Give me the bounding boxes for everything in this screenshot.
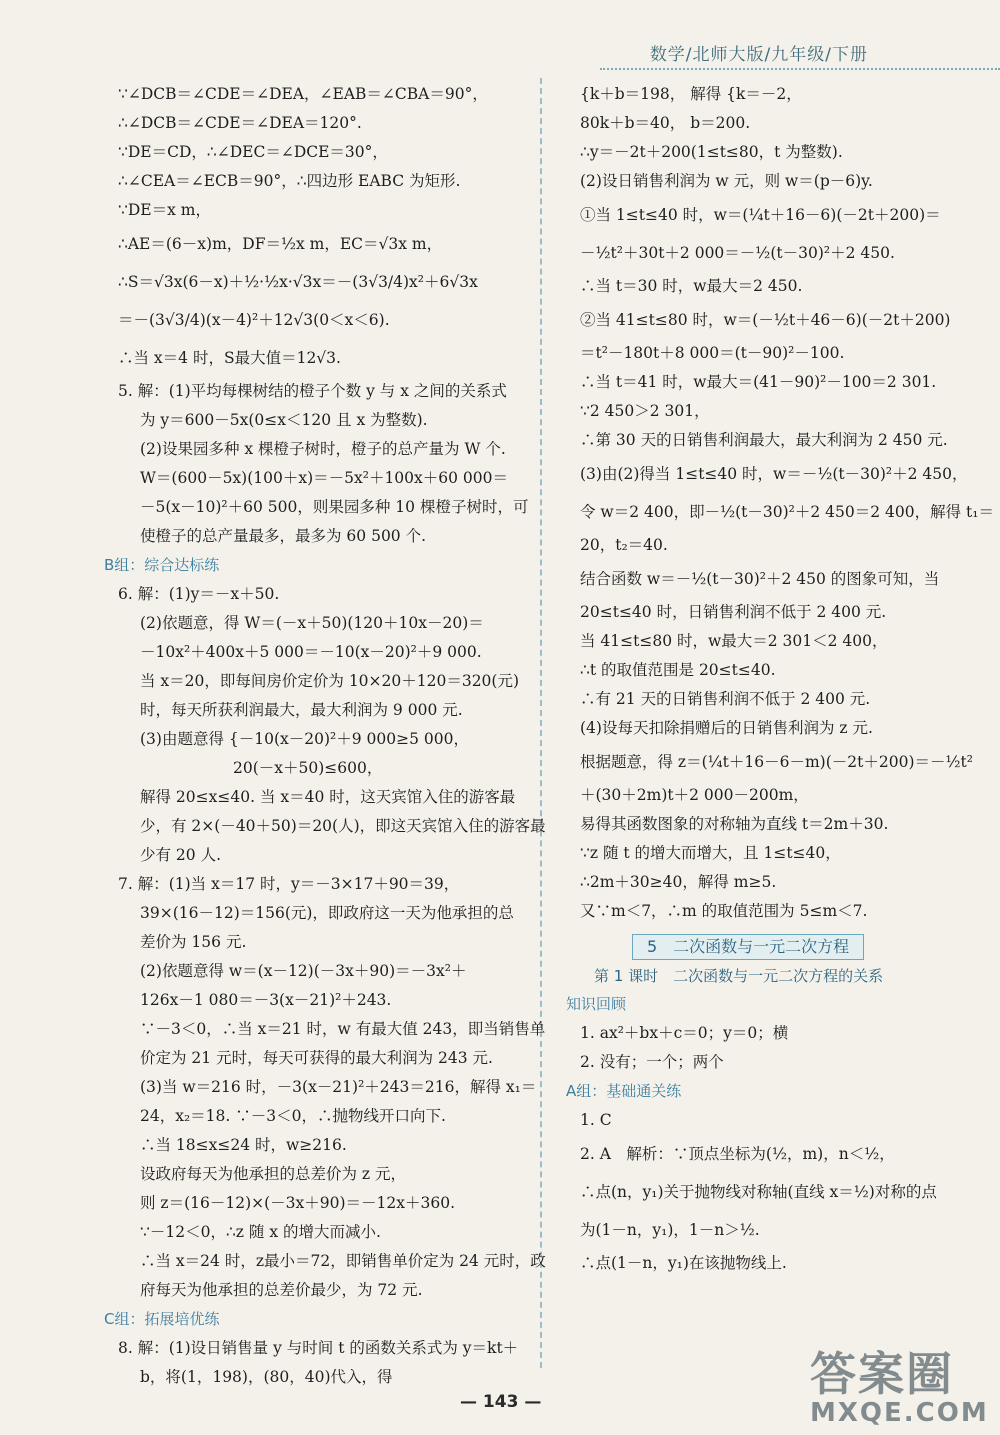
text-line: ∵DE＝CD，∴∠DEC＝∠DCE＝30°，: [118, 143, 388, 161]
text-line: W＝(600－5x)(100＋x)＝－5x²＋100x＋60 000＝: [140, 469, 509, 487]
text-line: ∴S＝√3x(6－x)＋½·½x·√3x＝－(3√3/4)x²＋6√3x: [118, 273, 478, 291]
left-column: [104, 80, 546, 1392]
text-line: ∴第 30 天的日销售利润最大，最大利润为 2 450 元.: [580, 431, 948, 449]
text-line: －10x²＋400x＋5 000＝－10(x－20)²＋9 000.: [140, 643, 482, 661]
text-line: 解得 20≤x≤40. 当 x＝40 时，这天宾馆入住的游客最: [140, 788, 516, 806]
text-line: 20(－x＋50)≤600，: [233, 759, 383, 777]
text-line: 2. 没有；一个；两个: [580, 1053, 724, 1071]
text-line: 为(1－n，y₁)，1－n＞½.: [580, 1221, 760, 1239]
watermark-url: MXQE.COM: [810, 1398, 989, 1428]
text-line: (2)设日销售利润为 w 元，则 w＝(p－6)y.: [580, 172, 873, 190]
text-line: ∴当 18≤x≤24 时，w≥216.: [140, 1136, 347, 1154]
text-line: －½t²＋30t＋2 000＝－½(t－30)²＋2 450.: [580, 244, 895, 262]
text-line: ∵∠DCB＝∠CDE＝∠DEA，∠EAB＝∠CBA＝90°，: [118, 85, 488, 103]
chapter-heading: 5 二次函数与一元二次方程: [632, 934, 864, 960]
text-line: ∵DE＝x m，: [118, 201, 211, 219]
text-line: －5(x－10)²＋60 500，则果园多种 10 棵橙子树时，可: [140, 498, 529, 516]
text-line: ∴点(n，y₁)关于抛物线对称轴(直线 x＝½)对称的点: [580, 1183, 937, 1201]
text-line: 少，有 2×(－40＋50)＝20(人)，即这天宾馆入住的游客最: [140, 817, 546, 835]
text-line: (2)设果园多种 x 棵橙子树时，橙子的总产量为 W 个.: [140, 440, 506, 458]
text-line: (3)由(2)得当 1≤t≤40 时，w＝－½(t－30)²＋2 450，: [580, 465, 968, 483]
section-heading-a: A组：基础通关练: [566, 1082, 682, 1100]
text-line: 20，t₂＝40.: [580, 536, 668, 554]
text-line: ∴y＝－2t＋200(1≤t≤80，t 为整数).: [580, 143, 843, 161]
text-line: 24，x₂＝18. ∵－3＜0，∴抛物线开口向下.: [140, 1107, 446, 1125]
text-line: ∴2m＋30≥40，解得 m≥5.: [580, 873, 777, 891]
text-line: 39×(16－12)＝156(元)，即政府这一天为他承担的总: [140, 904, 514, 922]
text-line: 价定为 21 元时，每天可获得的最大利润为 243 元.: [140, 1049, 493, 1067]
text-line: ∴当 t＝41 时，w最大＝(41－90)²－100＝2 301.: [580, 373, 937, 391]
text-line: ∴t 的取值范围是 20≤t≤40.: [580, 661, 776, 679]
text-line: 当 41≤t≤80 时，w最大＝2 301＜2 400，: [580, 632, 888, 650]
text-line: ∵2 450＞2 301，: [580, 402, 710, 420]
text-line: 易得其函数图象的对称轴为直线 t＝2m＋30.: [580, 815, 889, 833]
text-line: 2. A 解析：∵顶点坐标为(½，m)，n＜½，: [580, 1145, 895, 1163]
text-line: ＋(30＋2m)t＋2 000－200m，: [580, 786, 809, 804]
running-header: [600, 36, 1000, 70]
text-line: 1. ax²＋bx＋c＝0；y＝0；横: [580, 1024, 789, 1042]
column-divider: [540, 78, 542, 1368]
text-line: ∵－12＜0，∴z 随 x 的增大而减小.: [140, 1223, 381, 1241]
text-line: ∴AE＝(6－x)m，DF＝½x m，EC＝√3x m，: [118, 235, 443, 253]
text-line: (3)当 w＝216 时，－3(x－21)²＋243＝216，解得 x₁＝: [140, 1078, 537, 1096]
section-heading-review: 知识回顾: [566, 995, 627, 1013]
problem-5-line: 5. 解：(1)平均每棵树结的橙子个数 y 与 x 之间的关系式: [118, 382, 507, 400]
text-line: 80k＋b＝40， b＝200.: [580, 114, 751, 132]
page-number: — 143 —: [460, 1392, 542, 1412]
text-line: ∴当 x＝24 时，z最小＝72，即销售单价定为 24 元时，政: [140, 1252, 546, 1270]
text-line: ∴∠CEA＝∠ECB＝90°，∴四边形 EABC 为矩形.: [118, 172, 461, 190]
text-line: ∵－3＜0，∴当 x＝21 时，w 有最大值 243，即当销售单: [140, 1020, 546, 1038]
section-heading-b: B组：综合达标练: [104, 556, 220, 574]
header-title: 数学/北师大版/九年级/下册: [649, 45, 868, 65]
watermark-text: 答案圈: [810, 1347, 954, 1401]
text-line: 设政府每天为他承担的总差价为 z 元，: [140, 1165, 407, 1183]
text-line: 结合函数 w＝－½(t－30)²＋2 450 的图象可知，当: [580, 570, 940, 588]
text-line: 时，每天所获利润最大，最大利润为 9 000 元.: [140, 701, 463, 719]
text-line: ∴当 t＝30 时，w最大＝2 450.: [580, 277, 803, 295]
text-line: {k＋b＝198， 解得 {k＝－2，: [580, 85, 802, 103]
text-line: 令 w＝2 400，即－½(t－30)²＋2 450＝2 400，解得 t₁＝: [580, 503, 994, 521]
text-line: ∴有 21 天的日销售利润不低于 2 400 元.: [580, 690, 871, 708]
text-line: 使橙子的总产量最多，最多为 60 500 个.: [140, 527, 427, 545]
text-line: 少有 20 人.: [140, 846, 222, 864]
text-line: ∴∠DCB＝∠CDE＝∠DEA＝120°.: [118, 114, 362, 132]
text-line: 当 x＝20，即每间房价定价为 10×20＋120＝320(元): [140, 672, 520, 690]
text-line: ∴当 x＝4 时，S最大值＝12√3.: [118, 349, 341, 367]
text-line: ①当 1≤t≤40 时，w＝(¼t＋16－6)(－2t＋200)＝: [580, 206, 941, 224]
lesson-heading: 第 1 课时 二次函数与一元二次方程的关系: [594, 967, 884, 985]
text-line: b，将(1，198)，(80，40)代入，得: [140, 1368, 393, 1386]
text-line: ＝t²－180t＋8 000＝(t－90)²－100.: [580, 344, 845, 362]
problem-7-line: 7. 解：(1)当 x＝17 时，y＝－3×17＋90＝39，: [118, 875, 460, 893]
text-line: 为 y＝600－5x(0≤x＜120 且 x 为整数).: [140, 411, 428, 429]
text-line: ＝－(3√3/4)(x－4)²＋12√3(0＜x＜6).: [118, 311, 390, 329]
text-line: 126x－1 080＝－3(x－21)²＋243.: [140, 991, 392, 1009]
text-line: ∵z 随 t 的增大而增大，且 1≤t≤40，: [580, 844, 841, 862]
problem-8-line: 8. 解：(1)设日销售量 y 与时间 t 的函数关系式为 y＝kt＋: [118, 1339, 519, 1357]
text-line: (4)设每天扣除捐赠后的日销售利润为 z 元.: [580, 719, 873, 737]
text-line: 差价为 156 元.: [140, 933, 247, 951]
problem-6-line: 6. 解：(1)y＝－x＋50.: [118, 585, 280, 603]
watermark-logo: [810, 1338, 990, 1428]
text-line: 1. C: [580, 1111, 612, 1129]
text-line: ∴点(1－n，y₁)在该抛物线上.: [580, 1254, 787, 1272]
text-line: (3)由题意得 {－10(x－20)²＋9 000≥5 000，: [140, 730, 469, 748]
text-line: 20≤t≤40 时，日销售利润不低于 2 400 元.: [580, 603, 887, 621]
text-line: 根据题意，得 z＝(¼t＋16－6－m)(－2t＋200)＝－½t²: [580, 753, 973, 771]
section-heading-c: C组：拓展培优练: [104, 1310, 220, 1328]
text-line: 又∵m＜7，∴m 的取值范围为 5≤m＜7.: [580, 902, 868, 920]
text-line: (2)依题意，得 W＝(－x＋50)(120＋10x－20)＝: [140, 614, 484, 632]
text-line: 则 z＝(16－12)×(－3x＋90)＝－12x＋360.: [140, 1194, 456, 1212]
text-line: (2)依题意得 w＝(x－12)(－3x＋90)＝－3x²＋: [140, 962, 467, 980]
text-line: 府每天为他承担的总差价最少，为 72 元.: [140, 1281, 423, 1299]
right-column: [566, 80, 994, 1278]
text-line: ②当 41≤t≤80 时，w＝(－½t＋46－6)(－2t＋200): [580, 311, 951, 329]
